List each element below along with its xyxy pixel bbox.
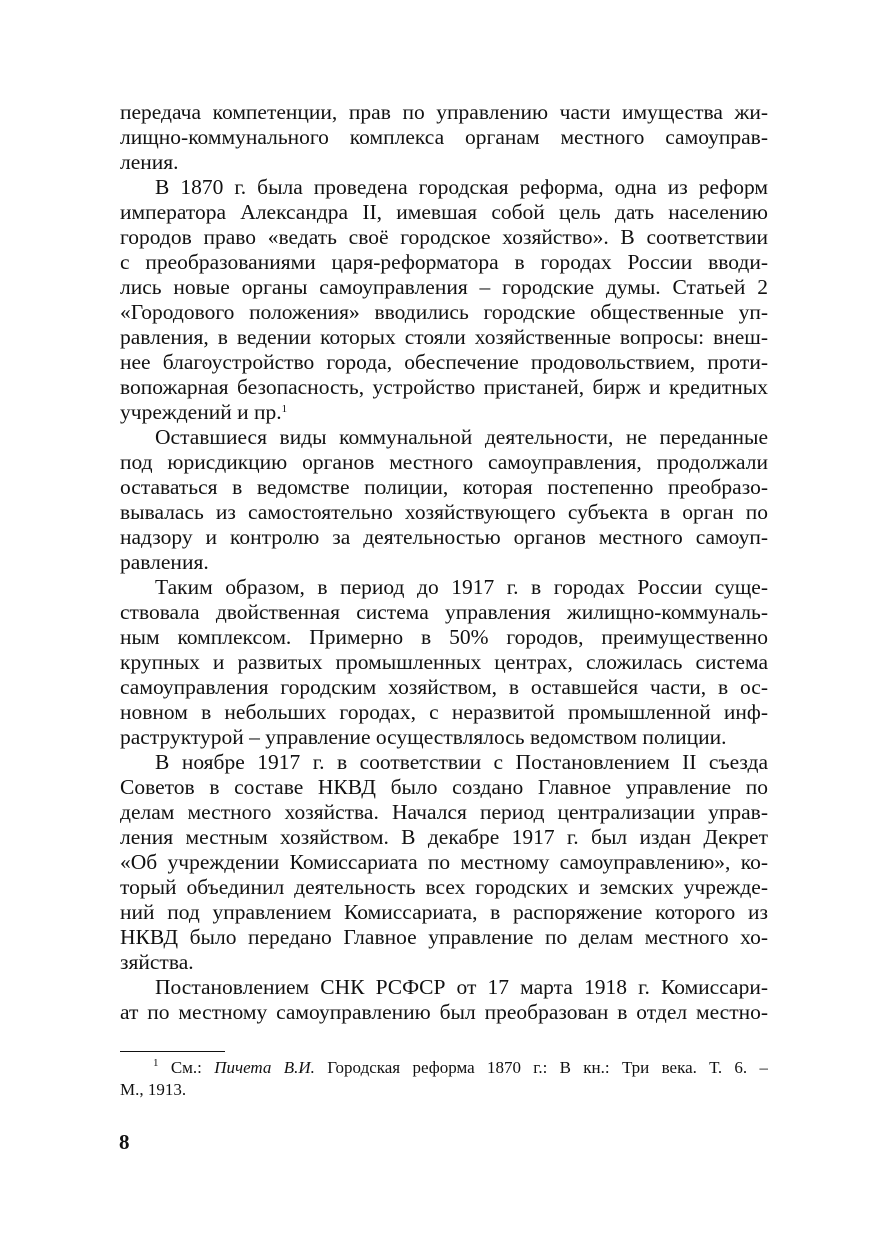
footnote-line xyxy=(120,1057,768,1079)
text-line-content: лись новые органы самоуправления – городские думы. Статьей 2 xyxy=(120,275,768,299)
text-line-content: учреждений и пр. xyxy=(120,400,282,424)
text-line-content: ным комплексом. Примерно в 50% городов, преимущественно xyxy=(120,625,768,649)
text-line xyxy=(120,175,768,200)
text-line xyxy=(120,375,768,400)
footnote-line: М., 1913. xyxy=(120,1080,187,1099)
paragraph xyxy=(120,425,768,575)
footnote-author: Пичета В.И. xyxy=(214,1058,315,1077)
text-line xyxy=(120,475,768,500)
page-number: 8 xyxy=(119,1130,130,1154)
text-line-content: Постановлением СНК РСФСР от 17 марта 1918 г. Комиссари- xyxy=(155,975,768,999)
text-line xyxy=(120,850,768,875)
text-line-content: нее благоустройство города, обеспечение продовольствием, проти- xyxy=(120,350,768,374)
text-line-content: под юрисдикцию органов местного самоуправления, продолжали xyxy=(120,450,768,474)
text-line xyxy=(120,900,768,925)
body-text xyxy=(120,100,768,1025)
text-line-content: равления, в ведении которых стояли хозяйственные вопросы: внеш- xyxy=(120,325,768,349)
text-line xyxy=(120,575,768,600)
text-line xyxy=(120,825,768,850)
text-line xyxy=(120,750,768,775)
text-line-content: самоуправления городским хозяйством, в оставшейся части, в ос- xyxy=(120,675,768,699)
text-line xyxy=(120,775,768,800)
paragraph xyxy=(120,575,768,750)
text-line xyxy=(120,100,768,125)
text-line-content: ний под управлением Комиссариата, в распоряжение которого из xyxy=(120,900,768,924)
text-line-content: равления. xyxy=(120,550,209,574)
text-line-content: оставаться в ведомстве полиции, которая постепенно преобразо- xyxy=(120,475,768,499)
text-line-content: ления местным хозяйством. В декабре 1917 г. был издан Декрет xyxy=(120,825,768,849)
text-line xyxy=(120,525,768,550)
text-line xyxy=(120,275,768,300)
footnote-source: Городская реформа 1870 г.: В кн.: Три века. Т. 6. – xyxy=(314,1058,768,1077)
text-line-content: лищно-коммунального комплекса органам местного самоуправ- xyxy=(120,125,768,149)
text-line-content: зяйства. xyxy=(120,950,194,974)
text-line-content: Оставшиеся виды коммунальной деятельности, не переданные xyxy=(155,425,768,449)
text-line-content: ат по местному самоуправлению был преобразован в отдел местно- xyxy=(120,1000,768,1024)
text-line xyxy=(120,500,768,525)
text-line xyxy=(120,650,768,675)
text-line-content: вопожарная безопасность, устройство пристаней, бирж и кредитных xyxy=(120,375,768,399)
text-line xyxy=(120,675,768,700)
text-line xyxy=(120,250,768,275)
text-line-content: вывалась из самостоятельно хозяйствующего субъекта в орган по xyxy=(120,500,768,524)
text-line-content: В ноябре 1917 г. в соответствии с Постановлением II съезда xyxy=(155,750,768,774)
text-line-content: крупных и развитых промышленных центрах, сложилась система xyxy=(120,650,768,674)
footnote-prefix: См.: xyxy=(170,1058,215,1077)
text-line-content: Таким образом, в период до 1917 г. в городах России суще- xyxy=(155,575,768,599)
text-line-content: ления. xyxy=(120,150,179,174)
text-line-content: новном в небольших городах, с неразвитой промышленной инф- xyxy=(120,700,768,724)
text-line-content: раструктурой – управление осуществлялось ведомством полиции. xyxy=(120,725,727,749)
paragraph xyxy=(120,175,768,425)
text-line xyxy=(120,425,768,450)
text-line xyxy=(120,800,768,825)
text-line-content: «Об учреждении Комиссариата по местному самоуправлению», ко- xyxy=(120,850,768,874)
text-line-content: НКВД было передано Главное управление по делам местного хо- xyxy=(120,925,768,949)
paragraph xyxy=(120,750,768,975)
text-line-content: императора Александра II, имевшая собой цель дать населению xyxy=(120,200,768,224)
text-line xyxy=(120,150,768,175)
text-line xyxy=(120,700,768,725)
text-line xyxy=(120,550,768,575)
text-line xyxy=(120,350,768,375)
text-line-content: «Городового положения» вводились городские общественные уп- xyxy=(120,300,768,324)
footnote xyxy=(120,1057,768,1101)
footnote-mark: 1 xyxy=(153,1057,159,1069)
footnote-divider xyxy=(120,1051,225,1052)
text-line xyxy=(120,325,768,350)
text-line-content: городов право «ведать своё городское хозяйство». В соответствии xyxy=(120,225,768,249)
text-line xyxy=(120,875,768,900)
text-line xyxy=(120,1000,768,1025)
text-line xyxy=(120,925,768,950)
footnote-reference: 1 xyxy=(281,403,288,415)
text-line-content: торый объединил деятельность всех городских и земских учрежде- xyxy=(120,875,768,899)
text-line xyxy=(120,600,768,625)
text-line-content: делам местного хозяйства. Начался период централизации управ- xyxy=(120,800,768,824)
text-line xyxy=(120,450,768,475)
text-line xyxy=(120,975,768,1000)
paragraph xyxy=(120,100,768,175)
text-line-content: ствовала двойственная система управления жилищно-коммуналь- xyxy=(120,600,768,624)
text-line xyxy=(120,400,768,425)
text-line xyxy=(120,200,768,225)
text-line xyxy=(120,625,768,650)
text-line-content: Советов в составе НКВД было создано Главное управление по xyxy=(120,775,768,799)
text-line-content: В 1870 г. была проведена городская реформа, одна из реформ xyxy=(155,175,768,199)
text-line xyxy=(120,125,768,150)
text-line xyxy=(120,725,768,750)
paragraph xyxy=(120,975,768,1025)
text-line xyxy=(120,950,768,975)
text-line xyxy=(120,225,768,250)
text-line-content: надзору и контролю за деятельностью органов местного самоуп- xyxy=(120,525,768,549)
text-line xyxy=(120,300,768,325)
text-line-content: с преобразованиями царя-реформатора в городах России вводи- xyxy=(120,250,768,274)
text-line-content: передача компетенции, прав по управлению части имущества жи- xyxy=(120,100,768,124)
